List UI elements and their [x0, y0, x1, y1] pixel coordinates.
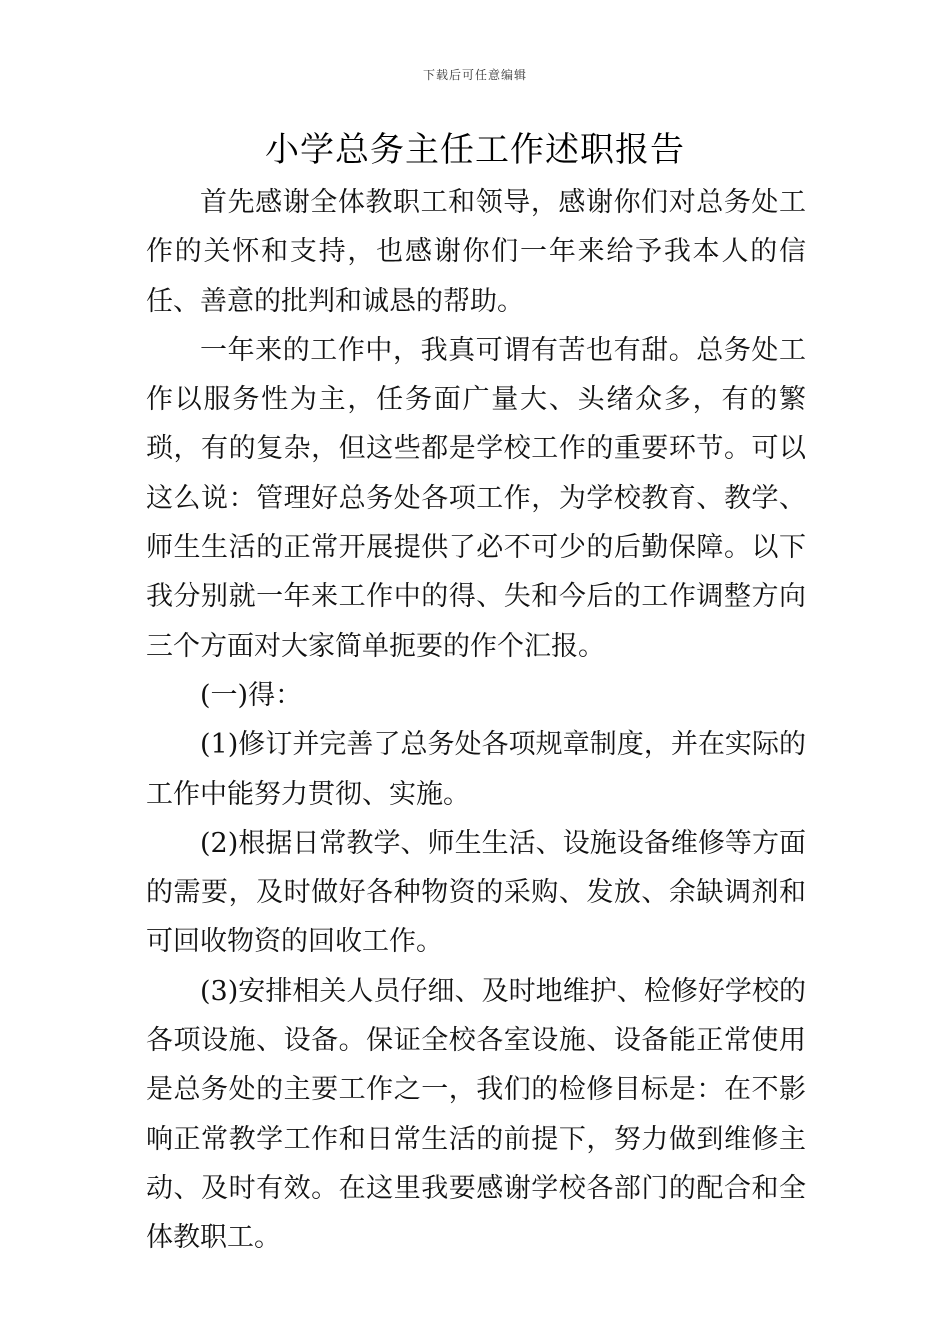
section-heading-gains: (一)得： [200, 679, 303, 711]
paragraph-intro: 首先感谢全体教职工和领导，感谢你们对总务处工作的关怀和支持，也感谢你们一年来给予我本人的信任、善意的批判和诚恳的帮助。 [146, 187, 806, 317]
document-title: 小学总务主任工作述职报告 [265, 130, 685, 170]
paragraph-overview: 一年来的工作中，我真可谓有苦也有甜。总务处工作以服务性为主，任务面广量大、头绪众多，有的繁琐，有的复杂，但这些都是学校工作的重要环节。可以这么说：管理好总务处各项工作，为学校教育、教学、师生生活的正常开展提供了必不可少的后勤保障。以下我分别就一年来工作中的得、失和今后的工作调整方向三个方面对大家简单扼要的作个汇报。 [146, 334, 806, 662]
paragraph-item-3: (3)安排相关人员仔细、及时地维护、检修好学校的各项设施、设备。保证全校各室设施、设备能正常使用是总务处的主要工作之一，我们的检修目标是：在不影响正常教学工作和日常生活的前提下，努力做到维修主动、及时有效。在这里我要感谢学校各部门的配合和全体教职工。 [146, 975, 806, 1254]
paragraph-item-2: (2)根据日常教学、师生生活、设施设备维修等方面的需要，及时做好各种物资的采购、发放、余缺调剂和可回收物资的回收工作。 [146, 827, 806, 958]
paragraph-item-1: (1)修订并完善了总务处各项规章制度，并在实际的工作中能努力贯彻、实施。 [146, 729, 806, 810]
header-note: 下载后可任意编辑 [422, 68, 527, 82]
document-body [146, 178, 806, 1263]
